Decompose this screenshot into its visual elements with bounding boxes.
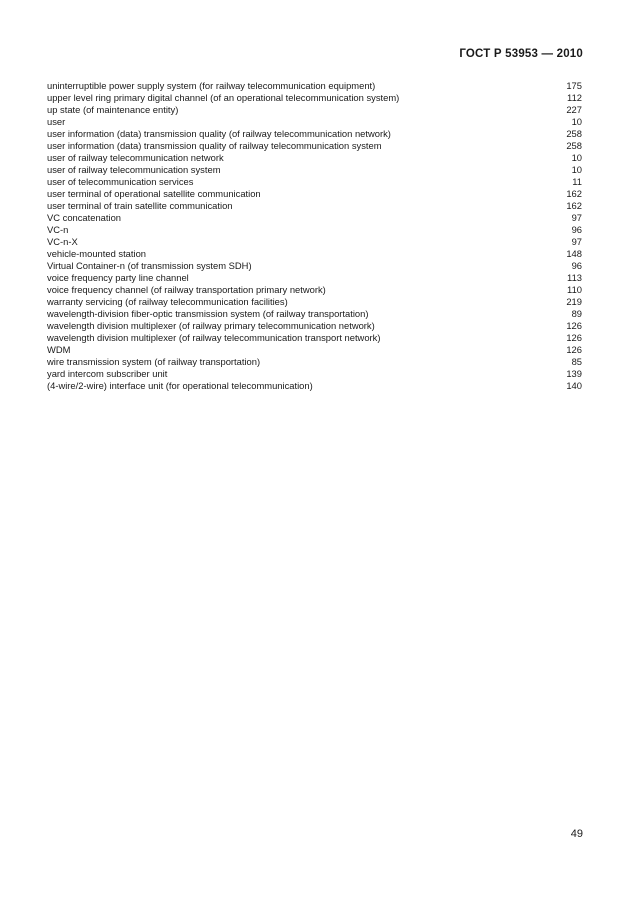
index-term: voice frequency channel (of railway transportation primary network) <box>47 284 326 295</box>
index-term: user information (data) transmission quality of railway telecommunication system <box>47 140 382 151</box>
index-page-ref: 97 <box>571 212 582 223</box>
index-page-ref: 96 <box>571 224 582 235</box>
index-entry <box>47 332 582 344</box>
index-term: yard intercom subscriber unit <box>47 368 168 379</box>
index-term: user terminal of train satellite communication <box>47 200 233 211</box>
index-page-ref: 96 <box>571 260 582 271</box>
index-page-ref: 10 <box>571 116 582 127</box>
index-page-ref: 10 <box>571 164 582 175</box>
index-entry <box>47 164 582 176</box>
index-entry <box>47 212 582 224</box>
index-term: wire transmission system (of railway transportation) <box>47 356 261 367</box>
index-page-ref: 10 <box>571 152 582 163</box>
index-page-ref: 148 <box>566 248 582 259</box>
index-term: user information (data) transmission quality (of railway telecommunication network) <box>47 128 391 139</box>
index-entry <box>47 176 582 188</box>
index-entry <box>47 320 582 332</box>
index-entry <box>47 308 582 320</box>
index-term: vehicle-mounted station <box>47 248 147 259</box>
index-page-ref: 162 <box>566 188 582 199</box>
index-term: user of railway telecommunication network <box>47 152 224 163</box>
index-term: VC-n-X <box>47 236 78 247</box>
index-page-ref: 139 <box>566 368 582 379</box>
index-entry <box>47 200 582 212</box>
index-entry <box>47 344 582 356</box>
index-page-ref: 258 <box>566 128 582 139</box>
index-entry <box>47 80 582 92</box>
page-number: 49 <box>570 828 583 840</box>
index-entry <box>47 380 582 392</box>
index-term: user terminal of operational satellite communication <box>47 188 261 199</box>
index-term: (4-wire/2-wire) interface unit (for operational telecommunication) <box>47 380 313 391</box>
index-term: WDM <box>47 344 71 355</box>
index-entry <box>47 272 582 284</box>
index-term: up state (of maintenance entity) <box>47 104 179 115</box>
index-page-ref: 113 <box>567 272 582 283</box>
index-entry <box>47 140 582 152</box>
index-term: wavelength-division fiber-optic transmission system (of railway transportation) <box>47 308 369 319</box>
index-page-ref: 219 <box>566 296 582 307</box>
index-term: warranty servicing (of railway telecommunication facilities) <box>47 296 288 307</box>
index-page-ref: 126 <box>566 332 582 343</box>
index-term: upper level ring primary digital channel (of an operational telecommunication system) <box>47 92 400 103</box>
index-term: Virtual Container-n (of transmission system SDH) <box>47 260 252 271</box>
index-entry <box>47 284 582 296</box>
index-entry <box>47 236 582 248</box>
index-entry <box>47 92 582 104</box>
alphabetical-index-list <box>47 80 582 392</box>
index-page-ref: 175 <box>566 80 582 91</box>
index-page-ref: 97 <box>571 236 582 247</box>
index-page-ref: 85 <box>571 356 582 367</box>
index-page-ref: 112 <box>567 92 582 103</box>
index-entry <box>47 296 582 308</box>
index-term: voice frequency party line channel <box>47 272 189 283</box>
index-page-ref: 126 <box>566 344 582 355</box>
index-entry <box>47 188 582 200</box>
index-page-ref: 140 <box>566 380 582 391</box>
index-term: VC concatenation <box>47 212 122 223</box>
document-code-header: ГОСТ Р 53953 — 2010 <box>459 48 583 60</box>
index-term: user of telecommunication services <box>47 176 194 187</box>
index-entry <box>47 116 582 128</box>
index-term: user of railway telecommunication system <box>47 164 221 175</box>
index-term: VC-n <box>47 224 69 235</box>
index-page-ref: 258 <box>566 140 582 151</box>
index-term: user <box>47 116 66 127</box>
index-page-ref: 11 <box>572 176 582 187</box>
index-entry <box>47 224 582 236</box>
index-entry <box>47 356 582 368</box>
index-entry <box>47 368 582 380</box>
index-entry <box>47 128 582 140</box>
index-entry <box>47 104 582 116</box>
index-page-ref: 89 <box>571 308 582 319</box>
index-term: uninterruptible power supply system (for railway telecommunication equipment) <box>47 80 376 91</box>
index-page-ref: 110 <box>567 284 582 295</box>
index-page-ref: 227 <box>566 104 582 115</box>
index-page-ref: 162 <box>566 200 582 211</box>
index-entry <box>47 260 582 272</box>
index-entry <box>47 152 582 164</box>
index-entry <box>47 248 582 260</box>
index-term: wavelength division multiplexer (of railway telecommunication transport network) <box>47 332 381 343</box>
index-term: wavelength division multiplexer (of railway primary telecommunication network) <box>47 320 375 331</box>
index-page-ref: 126 <box>566 320 582 331</box>
